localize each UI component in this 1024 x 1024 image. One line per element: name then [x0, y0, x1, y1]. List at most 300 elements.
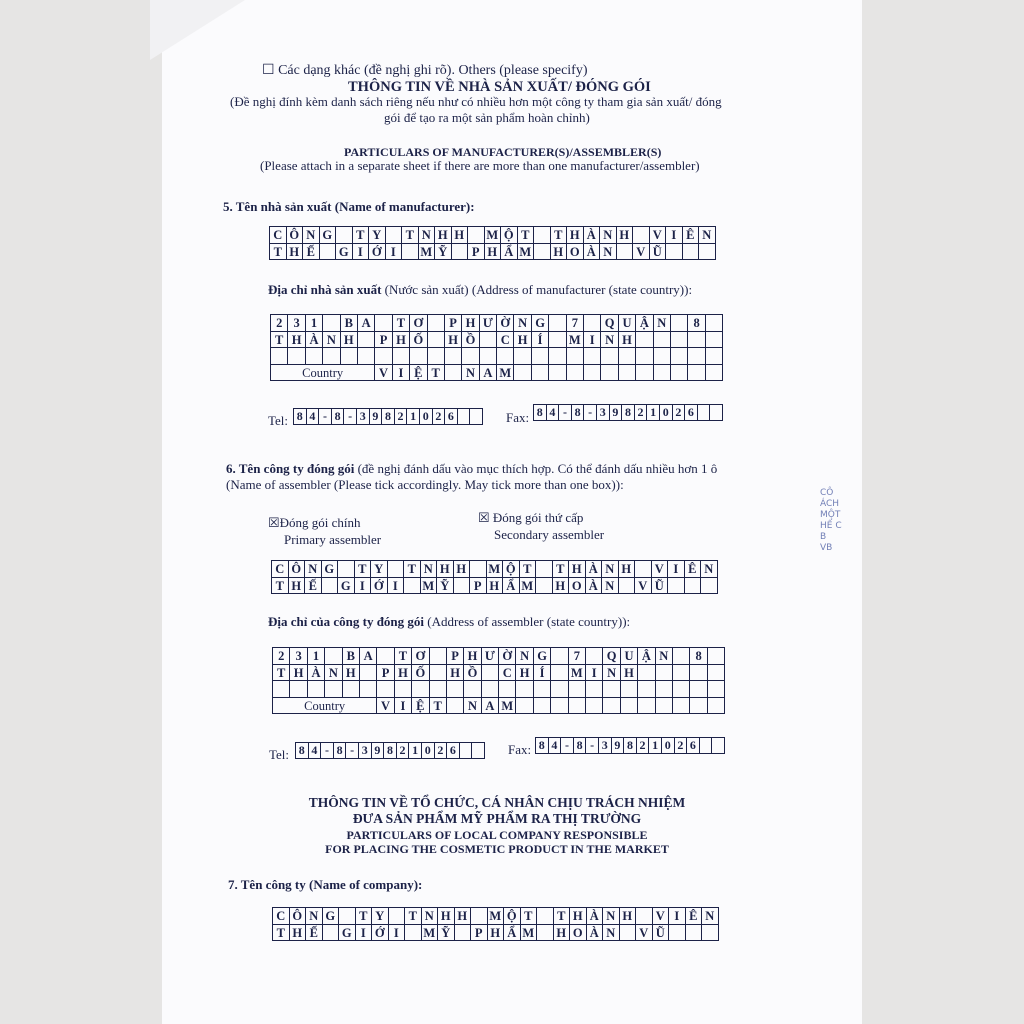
grid-cell: O	[569, 578, 586, 595]
digit-box: 2	[635, 405, 648, 421]
grid-cell	[536, 561, 553, 578]
grid-cell	[666, 244, 683, 261]
grid-cell	[322, 578, 339, 595]
grid-cell	[338, 561, 355, 578]
digit-box: -	[321, 743, 334, 759]
grid-cell: Y	[371, 561, 388, 578]
grid-cell: H	[619, 561, 636, 578]
grid-cell: N	[600, 244, 617, 261]
grid-cell: T	[554, 908, 571, 925]
grid-cell	[549, 315, 566, 332]
assembler-address-grid	[272, 647, 725, 714]
grid-cell: Ớ	[371, 578, 388, 595]
grid-cell	[708, 665, 725, 682]
grid-cell: N	[699, 227, 716, 244]
grid-cell: Ơ	[412, 648, 429, 665]
grid-cell: H	[341, 332, 358, 349]
company-name-label: 7. Tên công ty (Name of company):	[228, 877, 423, 892]
secondary-assembler-en: Secondary assembler	[494, 527, 605, 542]
grid-cell	[708, 648, 725, 665]
grid-cell	[428, 348, 445, 365]
grid-cell	[388, 561, 405, 578]
grid-cell	[567, 348, 584, 365]
grid-cell: N	[702, 908, 719, 925]
grid-cell	[323, 315, 340, 332]
digit-box	[460, 743, 473, 759]
grid-cell: T	[393, 315, 410, 332]
grid-cell: T	[518, 227, 535, 244]
grid-cell	[412, 681, 429, 698]
grid-cell: H	[289, 578, 306, 595]
country-cell: Ệ	[410, 365, 427, 382]
grid-cell: M	[421, 578, 438, 595]
country-cell	[551, 698, 568, 715]
grid-cell	[638, 665, 655, 682]
grid-cell	[358, 348, 375, 365]
grid-cell: I	[355, 578, 372, 595]
grid-cell: Ô	[289, 561, 306, 578]
responsible-title-en-2: FOR PLACING THE COSMETIC PRODUCT IN THE MARKET	[325, 842, 669, 856]
grid-cell: P	[471, 925, 488, 942]
grid-cell: 3	[288, 315, 305, 332]
grid-cell: T	[273, 665, 290, 682]
digit-box: 8	[534, 405, 547, 421]
grid-cell	[706, 348, 723, 365]
grid-cell: Ộ	[503, 561, 520, 578]
digit-box: 4	[547, 405, 560, 421]
grid-cell: H	[290, 925, 307, 942]
note-vi-line-2: gói để tạo ra một sản phẩm hoàn chỉnh)	[384, 110, 590, 125]
grid-cell	[671, 315, 688, 332]
grid-cell	[636, 332, 653, 349]
grid-cell	[673, 665, 690, 682]
country-cell	[601, 365, 618, 382]
grid-cell	[688, 348, 705, 365]
grid-cell	[430, 648, 447, 665]
grid-cell	[636, 908, 653, 925]
primary-checkbox: ☒	[268, 515, 280, 530]
grid-cell	[325, 681, 342, 698]
digit-box: 2	[673, 405, 686, 421]
grid-cell: M	[567, 332, 584, 349]
grid-cell	[395, 681, 412, 698]
grid-cell: H	[447, 665, 464, 682]
grid-cell	[323, 348, 340, 365]
country-cell	[603, 698, 620, 715]
grid-cell: O	[570, 925, 587, 942]
grid-cell: I	[584, 332, 601, 349]
digit-box: 8	[296, 743, 309, 759]
digit-box: 2	[433, 409, 446, 425]
grid-cell	[514, 348, 531, 365]
digit-box: 4	[309, 743, 322, 759]
responsible-title-en-1: PARTICULARS OF LOCAL COMPANY RESPONSIBLE	[346, 828, 648, 842]
assembler-fax-boxes	[535, 737, 725, 754]
grid-cell: G	[339, 925, 356, 942]
country-cell: N	[464, 698, 481, 715]
grid-cell: T	[272, 578, 289, 595]
digit-box: 0	[662, 738, 675, 754]
grid-cell: I	[666, 227, 683, 244]
primary-assembler-option: ☒Đóng gói chính	[268, 515, 361, 530]
grid-cell	[464, 681, 481, 698]
grid-cell: H	[485, 244, 502, 261]
digit-box: 8	[574, 738, 587, 754]
note-vi-line-1: (Đề nghị đính kèm danh sách riêng nếu như có nhiều hơn một công ty tham gia sản xuất/ đóng	[230, 94, 722, 109]
grid-cell	[671, 348, 688, 365]
company-name-grid	[272, 907, 719, 941]
grid-cell: M	[419, 244, 436, 261]
digit-box: 8	[622, 405, 635, 421]
country-cell	[673, 698, 690, 715]
digit-box: 8	[572, 405, 585, 421]
grid-cell: Í	[532, 332, 549, 349]
grid-cell: À	[306, 332, 323, 349]
manufacturer-address-label: Địa chỉ nhà sản xuất (Nước sản xuất) (Address of manufacturer (state country)):	[268, 282, 693, 297]
grid-cell	[620, 925, 637, 942]
stamp-line: VB	[820, 543, 833, 553]
grid-cell	[516, 681, 533, 698]
note-en: (Please attach in a separate sheet if there are more than one manufacturer/assembler)	[260, 158, 700, 173]
digit-box: 2	[395, 409, 408, 425]
grid-cell: H	[514, 332, 531, 349]
grid-cell: H	[551, 244, 568, 261]
grid-cell: Ỹ	[438, 925, 455, 942]
grid-cell	[430, 665, 447, 682]
grid-cell: I	[389, 925, 406, 942]
digit-box: 2	[675, 738, 688, 754]
stamp-fragment	[820, 488, 842, 554]
digit-box: -	[319, 409, 332, 425]
grid-cell: I	[669, 908, 686, 925]
grid-cell: T	[551, 227, 568, 244]
country-cell: I	[395, 698, 412, 715]
grid-cell	[536, 578, 553, 595]
grid-cell	[534, 227, 551, 244]
grid-cell	[686, 925, 703, 942]
assembler-tel-boxes	[295, 742, 485, 759]
grid-cell: Ố	[410, 332, 427, 349]
grid-cell: N	[516, 648, 533, 665]
grid-cell: 7	[567, 315, 584, 332]
country-cell: A	[482, 698, 499, 715]
grid-cell	[452, 244, 469, 261]
grid-cell: N	[602, 578, 619, 595]
grid-cell: Ơ	[410, 315, 427, 332]
grid-cell: C	[272, 561, 289, 578]
country-cell	[706, 365, 723, 382]
grid-cell: M	[518, 244, 535, 261]
grid-cell: Ê	[686, 908, 703, 925]
digit-box: 8	[332, 409, 345, 425]
grid-cell: T	[404, 561, 421, 578]
country-cell	[708, 698, 725, 715]
grid-cell	[410, 348, 427, 365]
country-cell: V	[377, 698, 394, 715]
country-cell: T	[428, 365, 445, 382]
country-cell: Ệ	[412, 698, 429, 715]
grid-cell: 1	[308, 648, 325, 665]
country-cell	[671, 365, 688, 382]
grid-cell	[375, 315, 392, 332]
section-title-manufacturer: THÔNG TIN VỀ NHÀ SẢN XUẤT/ ĐÓNG GÓI	[348, 79, 651, 95]
grid-cell: T	[356, 908, 373, 925]
grid-cell: Ẩ	[503, 578, 520, 595]
grid-cell: M	[520, 578, 537, 595]
grid-cell	[673, 681, 690, 698]
country-cell: A	[480, 365, 497, 382]
grid-cell: N	[303, 227, 320, 244]
grid-cell	[341, 348, 358, 365]
manufacturer-tel-label: Tel:	[268, 413, 289, 428]
country-cell	[638, 698, 655, 715]
grid-cell: V	[636, 925, 653, 942]
country-cell: V	[375, 365, 392, 382]
grid-cell: N	[601, 332, 618, 349]
grid-cell: Ộ	[504, 908, 521, 925]
grid-cell: V	[633, 244, 650, 261]
grid-cell	[601, 348, 618, 365]
country-cell	[447, 698, 464, 715]
grid-cell	[306, 348, 323, 365]
grid-cell	[537, 925, 554, 942]
digit-box: -	[346, 743, 359, 759]
grid-cell: T	[405, 908, 422, 925]
digit-box: -	[344, 409, 357, 425]
grid-cell	[619, 348, 636, 365]
grid-cell	[308, 681, 325, 698]
grid-cell: H	[617, 227, 634, 244]
stamp-line: B	[820, 532, 827, 542]
grid-cell: I	[386, 244, 403, 261]
grid-cell: N	[305, 561, 322, 578]
grid-cell	[586, 681, 603, 698]
grid-cell: H	[464, 648, 481, 665]
grid-cell: P	[445, 315, 462, 332]
grid-cell: 8	[688, 315, 705, 332]
grid-cell	[537, 908, 554, 925]
grid-cell: P	[375, 332, 392, 349]
country-cell	[654, 365, 671, 382]
grid-cell: N	[306, 908, 323, 925]
grid-cell: Í	[534, 665, 551, 682]
grid-cell: N	[603, 908, 620, 925]
grid-cell	[683, 244, 700, 261]
grid-cell: T	[402, 227, 419, 244]
grid-cell: Ô	[287, 227, 304, 244]
grid-cell	[389, 908, 406, 925]
grid-cell: H	[554, 925, 571, 942]
country-cell	[567, 365, 584, 382]
grid-cell	[393, 348, 410, 365]
grid-cell: G	[323, 908, 340, 925]
grid-cell: V	[653, 908, 670, 925]
manufacturer-tel-boxes	[293, 408, 483, 425]
grid-cell	[654, 332, 671, 349]
manufacturer-address-grid	[270, 314, 723, 381]
grid-cell	[320, 244, 337, 261]
grid-cell: 7	[569, 648, 586, 665]
grid-cell	[673, 648, 690, 665]
stamp-line: ÁCH	[820, 499, 840, 509]
grid-cell: Ớ	[372, 925, 389, 942]
assembler-address-label: Địa chỉ của công ty đóng gói (Address of assembler (state country)):	[268, 614, 631, 629]
grid-cell: N	[602, 561, 619, 578]
grid-cell: V	[652, 561, 669, 578]
grid-cell	[532, 348, 549, 365]
grid-cell	[603, 681, 620, 698]
stamp-line: MỘT	[820, 510, 841, 520]
grid-cell: Ũ	[653, 925, 670, 942]
country-cell: N	[462, 365, 479, 382]
grid-cell: H	[570, 908, 587, 925]
grid-cell: H	[488, 925, 505, 942]
grid-cell: C	[499, 665, 516, 682]
grid-cell: C	[270, 227, 287, 244]
grid-cell: N	[422, 908, 439, 925]
grid-cell	[386, 227, 403, 244]
digit-box: 8	[382, 409, 395, 425]
manufacturer-fax-boxes	[533, 404, 723, 421]
grid-cell: T	[395, 648, 412, 665]
grid-cell	[445, 348, 462, 365]
grid-cell: Ố	[412, 665, 429, 682]
grid-cell	[708, 681, 725, 698]
country-cell	[619, 365, 636, 382]
grid-cell: H	[567, 227, 584, 244]
grid-cell	[636, 348, 653, 365]
grid-cell: V	[650, 227, 667, 244]
grid-cell: Ế	[305, 578, 322, 595]
digit-box: 6	[447, 743, 460, 759]
digit-box: -	[586, 738, 599, 754]
grid-cell	[471, 908, 488, 925]
country-cell	[586, 698, 603, 715]
digit-box: 4	[549, 738, 562, 754]
digit-box: 8	[294, 409, 307, 425]
country-label: Country	[271, 365, 375, 382]
grid-cell: H	[487, 578, 504, 595]
country-cell	[549, 365, 566, 382]
grid-cell	[584, 348, 601, 365]
grid-cell: A	[358, 315, 375, 332]
grid-cell	[482, 681, 499, 698]
grid-cell: T	[553, 561, 570, 578]
grid-cell: H	[343, 665, 360, 682]
digit-box: 9	[610, 405, 623, 421]
grid-cell	[551, 648, 568, 665]
grid-cell: À	[584, 244, 601, 261]
grid-cell	[360, 681, 377, 698]
grid-cell: M	[521, 925, 538, 942]
grid-cell	[428, 315, 445, 332]
grid-cell: U	[619, 315, 636, 332]
digit-box: 1	[409, 743, 422, 759]
grid-cell: Ậ	[636, 315, 653, 332]
grid-cell: M	[569, 665, 586, 682]
digit-box: 3	[597, 405, 610, 421]
grid-cell	[699, 244, 716, 261]
grid-cell: I	[388, 578, 405, 595]
grid-cell: H	[454, 561, 471, 578]
grid-cell: Ư	[480, 315, 497, 332]
country-cell: M	[499, 698, 516, 715]
grid-cell: M	[422, 925, 439, 942]
grid-cell: T	[353, 227, 370, 244]
grid-cell: 3	[290, 648, 307, 665]
digit-box: 3	[599, 738, 612, 754]
grid-cell: T	[520, 561, 537, 578]
grid-cell: Q	[601, 315, 618, 332]
digit-box: -	[559, 405, 572, 421]
grid-cell: M	[488, 908, 505, 925]
grid-cell	[656, 681, 673, 698]
digit-box	[700, 738, 713, 754]
grid-cell	[549, 332, 566, 349]
digit-box: 9	[612, 738, 625, 754]
grid-cell: Ờ	[497, 315, 514, 332]
grid-cell	[447, 681, 464, 698]
grid-cell: M	[487, 561, 504, 578]
digit-box: 2	[637, 738, 650, 754]
grid-cell: H	[288, 332, 305, 349]
assembler-fax-label: Fax:	[508, 742, 532, 757]
grid-cell	[706, 315, 723, 332]
grid-cell	[584, 315, 601, 332]
digit-box	[472, 743, 485, 759]
digit-box: 2	[435, 743, 448, 759]
country-cell	[534, 698, 551, 715]
grid-cell	[402, 244, 419, 261]
grid-cell: Y	[372, 908, 389, 925]
grid-cell	[290, 681, 307, 698]
grid-cell: Ồ	[464, 665, 481, 682]
grid-cell: N	[603, 665, 620, 682]
manufacturer-name-label: 5. Tên nhà sản xuất (Name of manufacturer):	[223, 199, 475, 214]
manufacturer-fax-label: Fax:	[506, 410, 530, 425]
grid-cell: N	[603, 925, 620, 942]
country-cell	[445, 365, 462, 382]
grid-cell	[377, 648, 394, 665]
grid-cell: C	[273, 908, 290, 925]
grid-cell	[428, 332, 445, 349]
country-cell	[636, 365, 653, 382]
grid-cell	[336, 227, 353, 244]
others-option	[262, 64, 588, 78]
grid-cell	[497, 348, 514, 365]
grid-cell	[633, 227, 650, 244]
grid-cell: P	[447, 648, 464, 665]
grid-cell: H	[516, 665, 533, 682]
grid-cell: Ỹ	[435, 244, 452, 261]
manufacturer-name-grid	[269, 226, 716, 260]
grid-cell: I	[353, 244, 370, 261]
grid-cell: Ậ	[638, 648, 655, 665]
digit-box: 8	[384, 743, 397, 759]
grid-cell: Ê	[683, 227, 700, 244]
country-cell	[656, 698, 673, 715]
grid-cell: N	[421, 561, 438, 578]
country-cell: I	[393, 365, 410, 382]
grid-cell: Ộ	[501, 227, 518, 244]
digit-box: 6	[445, 409, 458, 425]
grid-cell: G	[336, 244, 353, 261]
country-cell	[516, 698, 533, 715]
grid-cell	[669, 925, 686, 942]
grid-cell: Ũ	[652, 578, 669, 595]
grid-cell	[375, 348, 392, 365]
grid-cell: H	[462, 315, 479, 332]
